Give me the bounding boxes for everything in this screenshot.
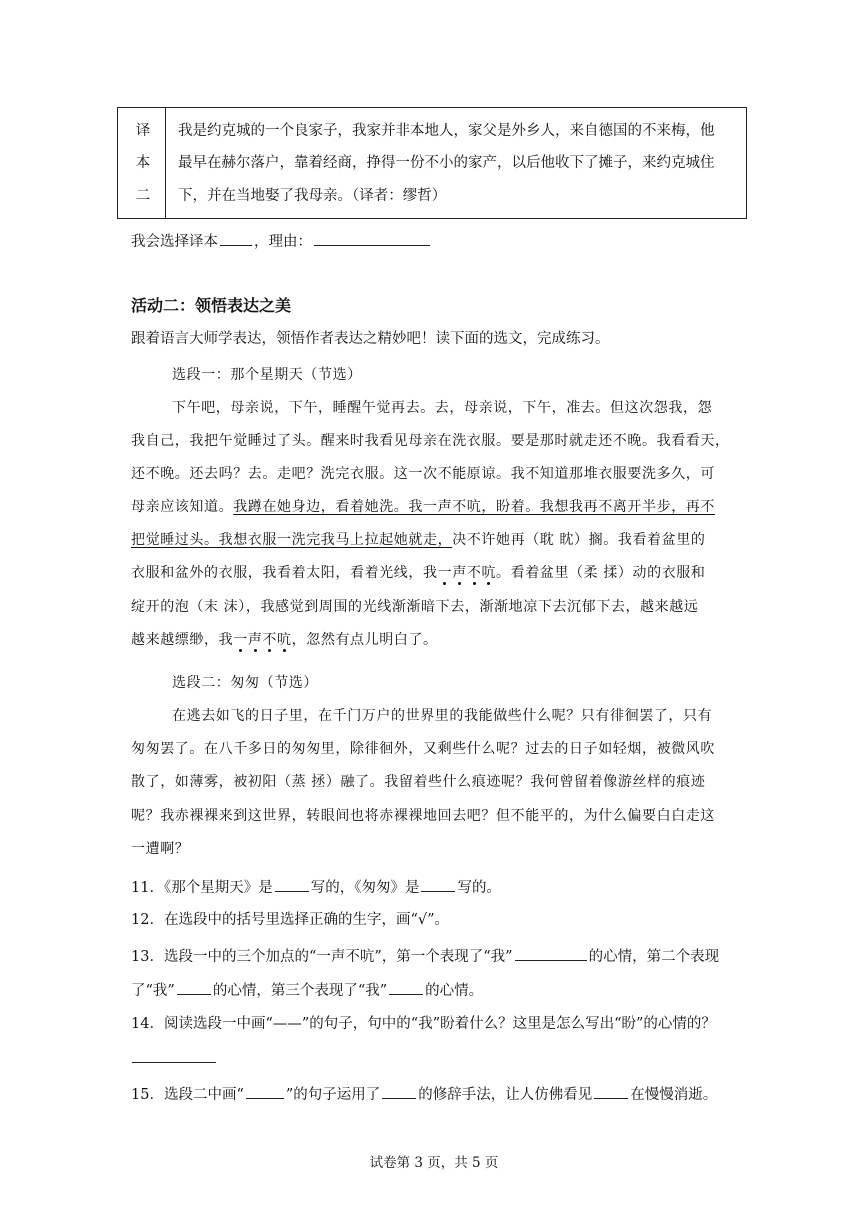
answer-blank[interactable] — [314, 230, 430, 246]
question-text: ”的句子运用了 — [285, 1087, 381, 1103]
excerpt2-line: 呢？我赤裸裸来到这世界，转眼间也将赤裸裸地回去吧？但不能平的，为什么偏要白白走这 — [131, 808, 715, 824]
translation-label-char: 本 — [135, 155, 151, 171]
question-text: 在慢慢消逝。 — [630, 1087, 718, 1103]
excerpt1-line — [131, 497, 715, 517]
question-text: 13．选段一中的三个加点的“一声不吭”，第一个表现了“我” — [131, 949, 513, 965]
activity2-intro: 跟着语言大师学表达，领悟作者表达之精妙吧！读下面的选文，完成练习。 — [131, 331, 610, 347]
answer-line[interactable] — [132, 1062, 216, 1063]
excerpt2-line: 一遭啊？ — [131, 841, 190, 857]
choice-line — [131, 230, 432, 252]
excerpt1-text: 决不许她再（耽 眈）搁。我看着盆里的 — [452, 532, 706, 548]
excerpt1-line: 绽开的泡（末 沫），我感觉到周围的光线渐渐暗下去，渐渐地凉下去沉郁下去，越来越远 — [131, 599, 699, 615]
excerpt1-line: 下午吧，母亲说，下午，睡醒午觉再去。去，母亲说，下午，准去。但这次怨我，怨 — [172, 400, 713, 416]
translation-table — [117, 107, 747, 219]
translation-label-cell — [118, 108, 166, 218]
answer-blank[interactable] — [382, 1083, 416, 1099]
question-text: 写的，《匆匆》是 — [310, 880, 420, 896]
underlined-sentence: 把觉睡过头。我想衣服一洗完我马上拉起她就走， — [131, 532, 453, 548]
dotted-phrase: 一声不吭 — [437, 565, 497, 581]
excerpt2-line: 匆匆罢了。在八千多日的匆匆里，除徘徊外，又剩些什么呢？过去的日子如轻烟，被微风吹 — [131, 741, 715, 757]
excerpt1-line: 还不晚。还去吗？去。走吧？洗完衣服。这一次不能原谅。我不知道那堆衣服要洗多久，可 — [131, 466, 715, 482]
answer-blank[interactable] — [275, 876, 309, 892]
excerpt2-line: 在逃去如飞的日子里，在千门万户的世界里的我能做些什么呢？只有徘徊罢了，只有 — [172, 708, 713, 724]
excerpt2-title: 选段二：匆匆（节选） — [172, 675, 318, 691]
excerpt1-text: ，忽然有点儿明白了。 — [291, 632, 438, 648]
underlined-sentence: 我蹲在她身边，看着她洗。我一声不吭，盼着。我想我再不离开半步，再不 — [233, 499, 716, 515]
excerpt1-text: 越来越缥缈，我 — [131, 632, 234, 648]
question-text: 的心情，第三个表现了“我” — [212, 983, 388, 999]
excerpt1-line — [131, 630, 438, 650]
question-text: 的心情。 — [425, 983, 484, 999]
page-footer: 试卷第 3 页，共 5 页 — [369, 1155, 499, 1171]
activity2-title: 活动二：领悟表达之美 — [131, 296, 292, 315]
question-12: 12．在选段中的括号里选择正确的生字，画“√”。 — [131, 912, 450, 928]
excerpt2-line: 散了，如薄雾，被初阳（蒸 拯）融了。我留着些什么痕迹呢？我何曾留着像游丝样的痕迹 — [131, 774, 706, 790]
answer-blank[interactable] — [421, 876, 455, 892]
question-text: 的修辞手法，让人仿佛看见 — [418, 1087, 593, 1103]
excerpt1-text: 母亲应该知道。 — [131, 499, 234, 515]
question-text: 的心情，第二个表现 — [588, 949, 720, 965]
question-11 — [131, 876, 501, 898]
question-15 — [131, 1083, 717, 1105]
dotted-phrase: 一声不吭 — [233, 632, 292, 648]
answer-blank[interactable] — [220, 230, 252, 246]
choice-prefix: 我会选择译本 — [131, 234, 218, 250]
answer-blank[interactable] — [515, 945, 587, 961]
excerpt1-line: 我自己，我把午觉睡过了头。醒来时我看见母亲在洗衣服。要是那时就走还不晚。我看看天， — [131, 433, 730, 449]
answer-blank[interactable] — [246, 1083, 284, 1099]
translation-label-char: 二 — [135, 188, 151, 204]
excerpt1-text: 。看着盆里（柔 揉）动的衣服和 — [496, 565, 706, 581]
question-13 — [131, 945, 719, 967]
translation-line: 下，并在当地娶了我母亲。（译者：缪哲） — [178, 188, 447, 204]
answer-blank[interactable] — [594, 1083, 628, 1099]
choice-middle: ，理由： — [254, 234, 312, 250]
translation-line: 最早在赫尔落户，靠着经商，挣得一份不小的家产，以后他收下了摊子，来约克城住 — [178, 155, 715, 171]
excerpt1-line — [131, 530, 705, 550]
answer-blank[interactable] — [389, 979, 423, 995]
excerpt1-line — [131, 563, 706, 583]
question-text: 了“我” — [131, 983, 175, 999]
question-14: 14．阅读选段一中画“——”的句子，句中的“我”盼着什么？这里是怎么写出“盼”的心情的？ — [131, 1016, 716, 1032]
question-text: 15．选段二中画“ — [131, 1087, 244, 1103]
translation-line: 我是约克城的一个良家子，我家并非本地人，家父是外乡人，来自德国的不来梅，他 — [178, 123, 715, 139]
question-13-cont — [131, 979, 483, 1001]
translation-label-char: 译 — [135, 123, 151, 139]
question-text: 写的。 — [457, 880, 501, 896]
answer-blank[interactable] — [177, 979, 211, 995]
excerpt1-text: 衣服和盆外的衣服，我看着太阳，看着光线，我 — [131, 565, 438, 581]
excerpt1-title: 选段一：那个星期天（节选） — [172, 367, 362, 383]
question-text: 11．《那个星期天》是 — [131, 880, 273, 896]
